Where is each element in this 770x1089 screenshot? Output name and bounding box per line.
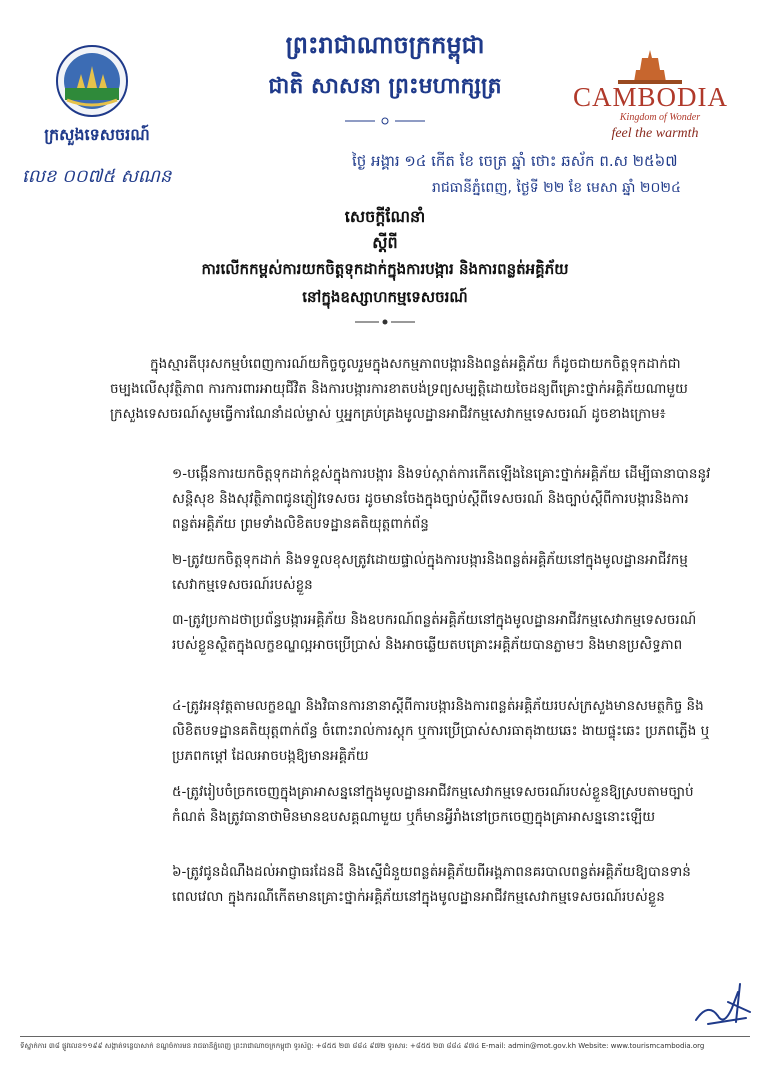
footer-divider (20, 1036, 750, 1037)
national-motto: ជាតិ សាសនា ព្រះមហាក្សត្រ (268, 73, 502, 99)
signature-mark (688, 972, 758, 1032)
title-ornament (355, 318, 415, 326)
list-item: ៣-ត្រូវប្រកាដថាប្រព័ន្ធបង្ការអគ្គិភ័យ និងឧបករណ៍ពន្លត់អគ្គិភ័យនៅក្នុងមូលដ្ឋានអាជីវកម្មសេវាកម្មទេសចរណ៍របស់ខ្លួនស្ថិតក្នុងលក្ខខណ្ឌល្អអាចប្រើប្រាស់ និងអាចឆ្លើយតបគ្រោះអគ្គិភ័យបានភ្លាមៗ និងមានប្រសិទ្ធភាព (172, 612, 697, 653)
reference-number: លេខ ០០៧៥ សណន (22, 166, 172, 187)
header-ornament (345, 116, 425, 126)
intro-paragraph: ក្នុងស្មារតីបុរសកម្មបំពេញការណ៍យកិច្ចចូលរួមក្នុងសកម្មភាពបង្ការនិងពន្លត់អគ្គិភ័យ ក៏ដូចជាយកចិត្តទុកដាក់ជាចម្បងលើសុវត្ថិភាព ការការពារអាយុជីវិត និងការបង្ការការខាតបង់ទ្រព្យសម្បត្តិដោយចៃដន្យពីគ្រោះថ្នាក់អគ្គិភ័យណាមួយ ក្រសួងទេសចរណ៍សូមធ្វើការណែនាំដល់ម្ចាស់ ឬអ្នកគ្រប់គ្រងមូលដ្ឋានអាជីវកម្មសេវាកម្មទេសចរណ៍ ដូចខាងក្រោម៖ (110, 356, 688, 422)
brand-tagline: feel the warmth (611, 126, 699, 141)
solar-date: រាជធានីភ្នំពេញ, ថ្ងៃទី ២២ ខែ មេសា ឆ្នាំ ២០២៤ (432, 180, 681, 196)
list-item: ៦-ត្រូវជូនដំណឹងដល់អាជ្ញាធរដែនដី និងស្នើជំនួយពន្លត់អគ្គិភ័យពីអង្គភាពនគរបាលពន្លត់អគ្គិភ័យឱ្យបានទាន់ពេលវេលា ក្នុងករណីកើតមានគ្រោះថ្នាក់អគ្គិភ័យនៅក្នុងមូលដ្ឋានអាជីវកម្មសេវាកម្មទេសចរណ៍របស់ខ្លួន (172, 864, 691, 905)
title-subject-line1: ការលើកកម្ពស់ការយកចិត្តទុកដាក់ក្នុងការបង្ការ និងការពន្លត់អគ្គិភ័យ (201, 260, 569, 278)
title-subject-line2: នៅក្នុងឧស្សាហកម្មទេសចរណ៍ (302, 288, 468, 306)
brand-name: CAMBODIA (572, 82, 728, 112)
brand-subtitle: Kingdom of Wonder (619, 112, 701, 123)
ministry-name: ក្រសួងទេសចរណ៍ (44, 125, 150, 144)
list-item: ៥-ត្រូវរៀបចំច្រកចេញក្នុងគ្រាអាសន្ននៅក្នុងមូលដ្ឋានអាជីវកម្មសេវាកម្មទេសចរណ៍របស់ខ្លួនឱ្យស្របតាមច្បាប់កំណត់ និងត្រូវធានាថាមិនមានឧបសគ្គណាមួយ ឬក៏មានអ្វីរាំងនៅច្រកចេញក្នុងគ្រាអាសន្ននោះឡើយ (172, 784, 694, 825)
ministry-seal-icon (55, 44, 129, 118)
document-type-title: សេចក្តីណែនាំ (344, 207, 426, 226)
kingdom-title: ព្រះរាជាណាចក្រកម្ពុជា (285, 30, 485, 59)
list-item: ២-ត្រូវយកចិត្តទុកដាក់ និងទទួលខុសត្រូវដោយផ្ទាល់ក្នុងការបង្ការនិងពន្លត់អគ្គិភ័យនៅក្នុងមូលដ្ឋានអាជីវកម្មសេវាកម្មទេសចរណ៍របស់ខ្លួន (172, 552, 688, 593)
lunar-date: ថ្ងៃ អង្គារ ១៤ កើត ខែ ចេត្រ ឆ្នាំ ថោះ ឆស័ក ព.ស ២៥៦៧ (352, 152, 678, 170)
title-subject-label: ស្តីពី (372, 233, 398, 252)
list-item: ៤-ត្រូវអនុវត្តតាមលក្ខខណ្ឌ និងវិធានការនានាស្តីពីការបង្ការនិងការពន្លត់អគ្គិភ័យរបស់ក្រសួងមានសមត្ថកិច្ច និងលិខិតបទដ្ឋានគតិយុត្តពាក់ព័ន្ធ ចំពោះរាល់ការស្តុក ឬការប្រើប្រាស់សារធាតុងាយឆេះ ងាយផ្ទុះឆេះ ប្រភពភ្លើង ឬប្រភពកម្តៅ ដែលអាចបង្កឱ្យមានអគ្គិភ័យ (172, 698, 710, 764)
list-item: ១-បង្កើនការយកចិត្តទុកដាក់ខ្ពស់ក្នុងការបង្ការ និងទប់ស្កាត់ការកើតឡើងនៃគ្រោះថ្នាក់អគ្គិភ័យ ដើម្បីធានាបាននូវសន្តិសុខ និងសុវត្ថិភាពជូនភ្ញៀវទេសចរ ដូចមានចែងក្នុងច្បាប់ស្តីពីទេសចរណ៍ និងច្បាប់ស្តីពីការបង្ការនិងការពន្លត់អគ្គិភ័យ ព្រមទាំងលិខិតបទដ្ឋានគតិយុត្តពាក់ព័ន្ធ (172, 466, 711, 532)
footer-contact: ទីស្នាក់ការ ៣៨ ផ្លូវលេខ១១៩៩ សង្កាត់ទន្លេបាសាក់ ខណ្ឌចំការមន រាជធានីភ្នំពេញ ព្រះរាជាណាចក្រកម្ពុជា ទូរស័ព្ទ: +៨៥៥ ២៣ ៨៨៤ ៩៧២ ទូរសារ: +៨៥៥ ២៣ ៨៨៤ ៩៧៤ E-mail: admin@mot.gov.kh Website: www.tourismcambodia.org (20, 1042, 705, 1050)
